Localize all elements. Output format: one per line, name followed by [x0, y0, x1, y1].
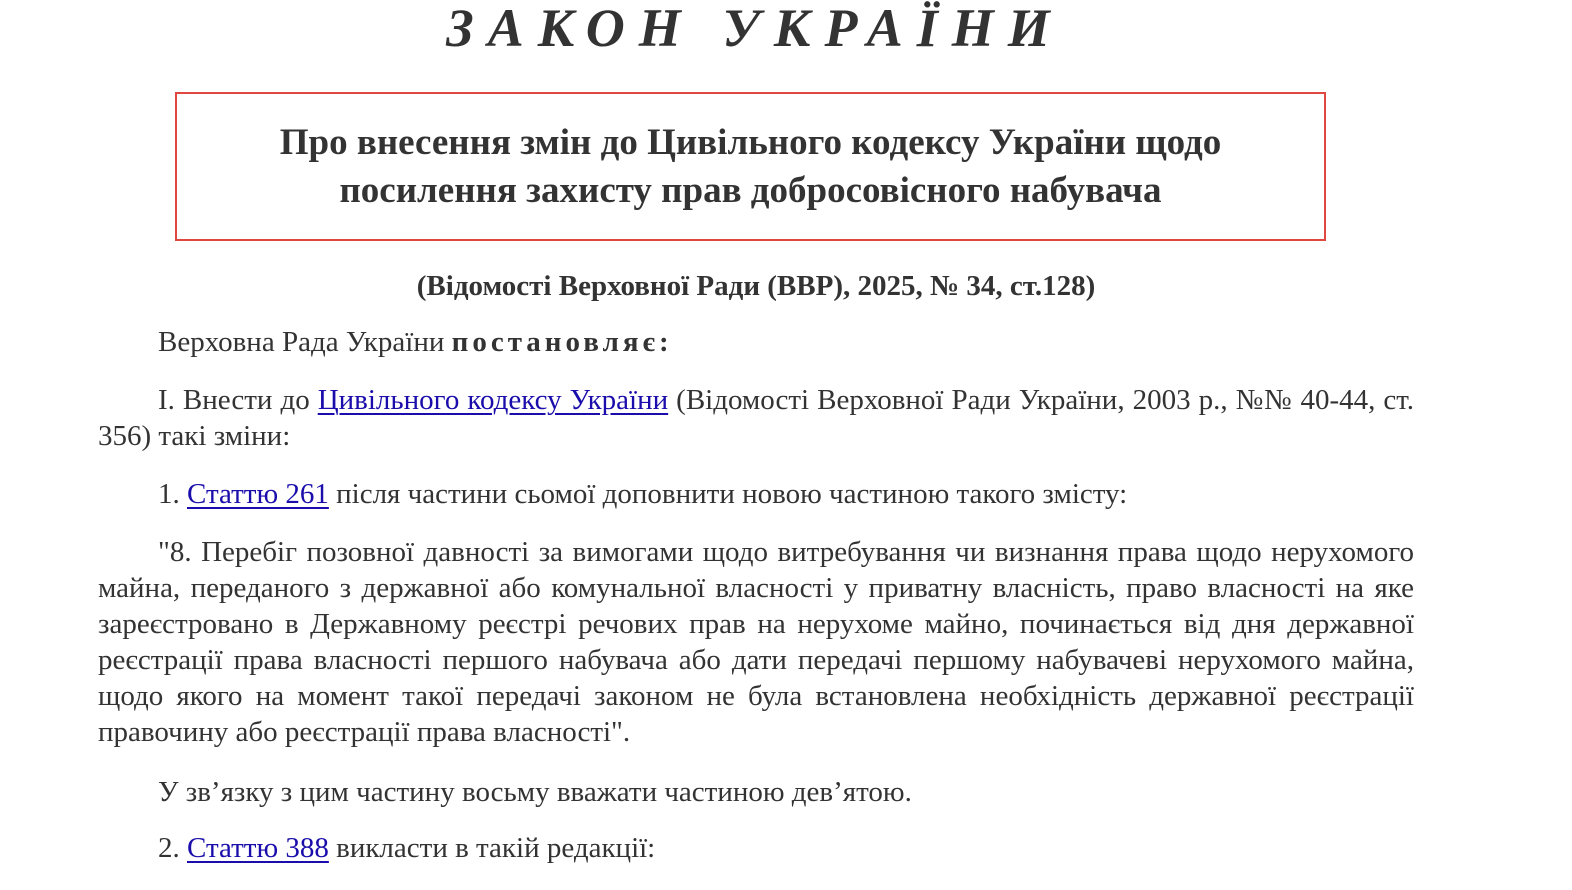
item-2-paragraph [98, 830, 1414, 866]
preamble-text: Верховна Рада України [158, 326, 452, 358]
item-2-text: викласти в такій редакції: [328, 832, 656, 864]
item-2-number: 2. [158, 832, 187, 864]
amendment-quote: "8. Перебіг позовної давності за вимогами щодо витребування чи визнання права щодо нерухомого майна, переданого з державної або комунальної власності у приватну власність, право власності на яке зареєстровано в Державному реєстрі речових прав на нерухоме майно, починається від дня державної реєстрації права власності першого набувача або дати передачі першому набувачеві нерухомого майна, щодо якого на момент такої передачі законом не була встановлена необхідність державної реєстрації правочину або реєстрації права власності". [98, 536, 1414, 748]
preamble-paragraph [98, 324, 1414, 360]
article-388-link[interactable]: Статтю 388 [187, 832, 329, 864]
article-261-link[interactable]: Статтю 261 [187, 478, 329, 510]
gazette-reference: (Відомості Верховної Ради (ВВР), 2025, № 34, ст.128) [416, 270, 1096, 302]
section-1-intro: I. Внести до [158, 384, 318, 416]
section-1-paragraph [98, 382, 1414, 454]
section-1-rest: (Відомості Верховної Ради України, 2003 р., №№ 40-44, ст. 356) такі зміни: [98, 384, 1415, 452]
law-heading: ЗАКОН УКРАЇНИ [446, 0, 1064, 58]
civil-code-link[interactable]: Цивільного кодексу України [317, 384, 669, 416]
item-1-text: після частини сьомої доповнити новою частиною такого змісту: [328, 478, 1128, 510]
preamble-verb: постановляє: [451, 326, 673, 358]
law-title: Про внесення змін до Цивільного кодексу України щодо посилення захисту прав добросовісного набувача [279, 121, 1222, 211]
renumber-paragraph: У зв’язку з цим частину восьму вважати частиною дев’ятою. [158, 776, 912, 808]
item-1-number: 1. [158, 478, 187, 510]
law-title-box [175, 92, 1326, 241]
item-1-paragraph [98, 476, 1414, 512]
